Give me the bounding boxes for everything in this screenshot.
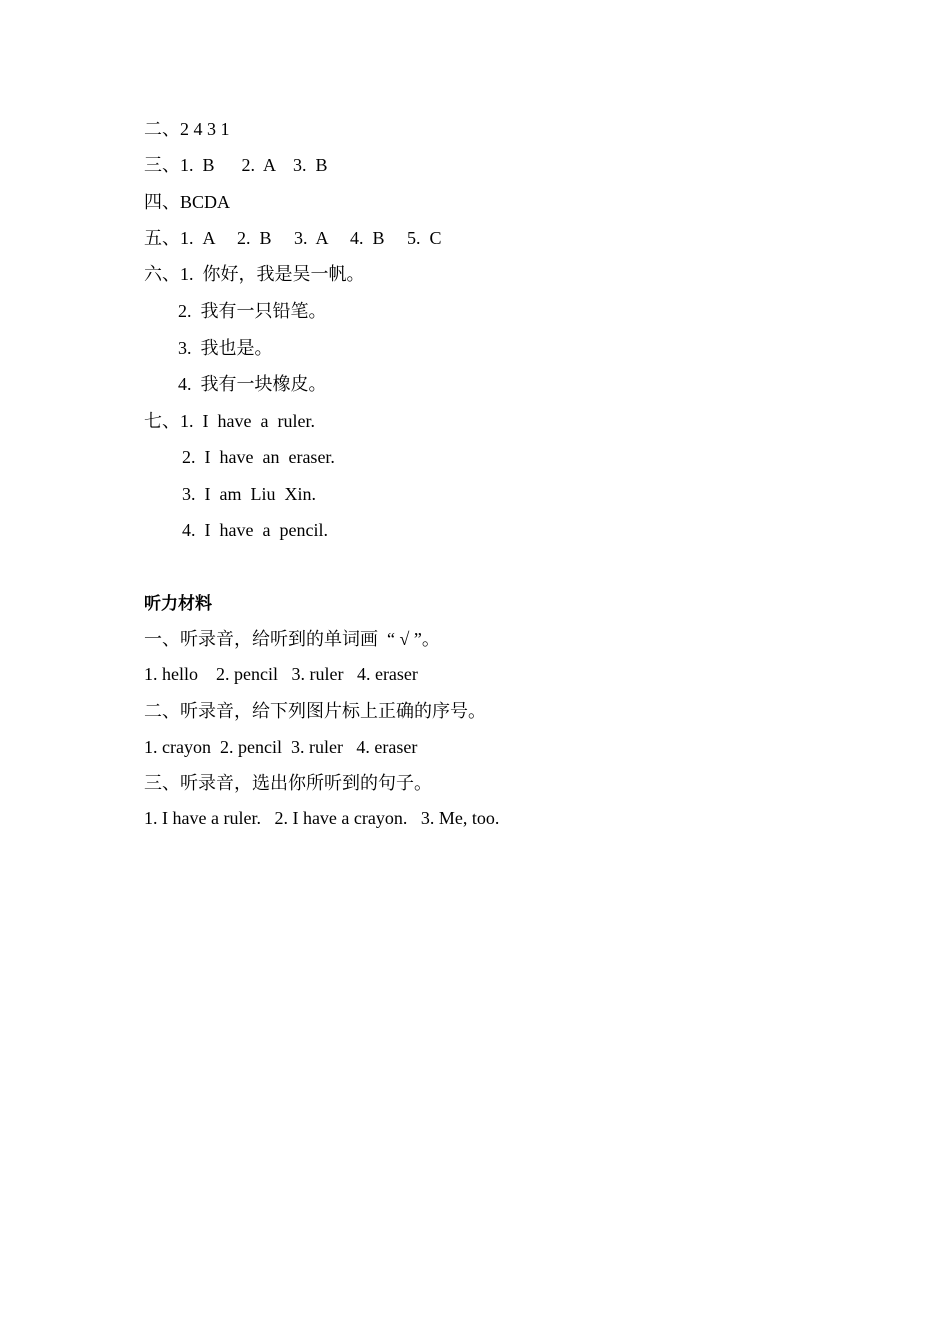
answer-section-6-item-4: 4. 我有一块橡皮。 <box>178 374 327 394</box>
listening-section-1-words: 1. hello 2. pencil 3. ruler 4. eraser <box>144 664 418 684</box>
listening-section-2-instruction: 二、听录音，给下列图片标上正确的序号。 <box>144 701 486 721</box>
answer-section-4: 四、BCDA <box>144 192 231 212</box>
answer-section-2: 二、2 4 3 1 <box>144 119 230 139</box>
listening-section-1-instruction: 一、听录音，给听到的单词画 “ √ ”。 <box>144 629 440 649</box>
answer-section-7-item-3: 3. I am Liu Xin. <box>182 484 316 504</box>
answer-section-6-item-3: 3. 我也是。 <box>178 338 273 358</box>
answer-section-3: 三、1. B 2. A 3. B <box>144 155 328 175</box>
listening-section-3-instruction: 三、听录音，选出你所听到的句子。 <box>144 773 432 793</box>
answer-section-7-item-2: 2. I have an eraser. <box>182 447 335 467</box>
answer-section-7-item-1: 七、1. I have a ruler. <box>144 411 315 431</box>
answer-section-7-item-4: 4. I have a pencil. <box>182 520 328 540</box>
answer-section-6-item-2: 2. 我有一只铅笔。 <box>178 301 327 321</box>
listening-title: 听力材料 <box>144 594 212 614</box>
listening-section-2-words: 1. crayon 2. pencil 3. ruler 4. eraser <box>144 737 418 757</box>
answer-section-5: 五、1. A 2. B 3. A 4. B 5. C <box>144 228 442 248</box>
answer-section-6-item-1: 六、1. 你好，我是吴一帆。 <box>144 264 365 284</box>
listening-section-3-sentences: 1. I have a ruler. 2. I have a crayon. 3. Me, too. <box>144 808 500 828</box>
